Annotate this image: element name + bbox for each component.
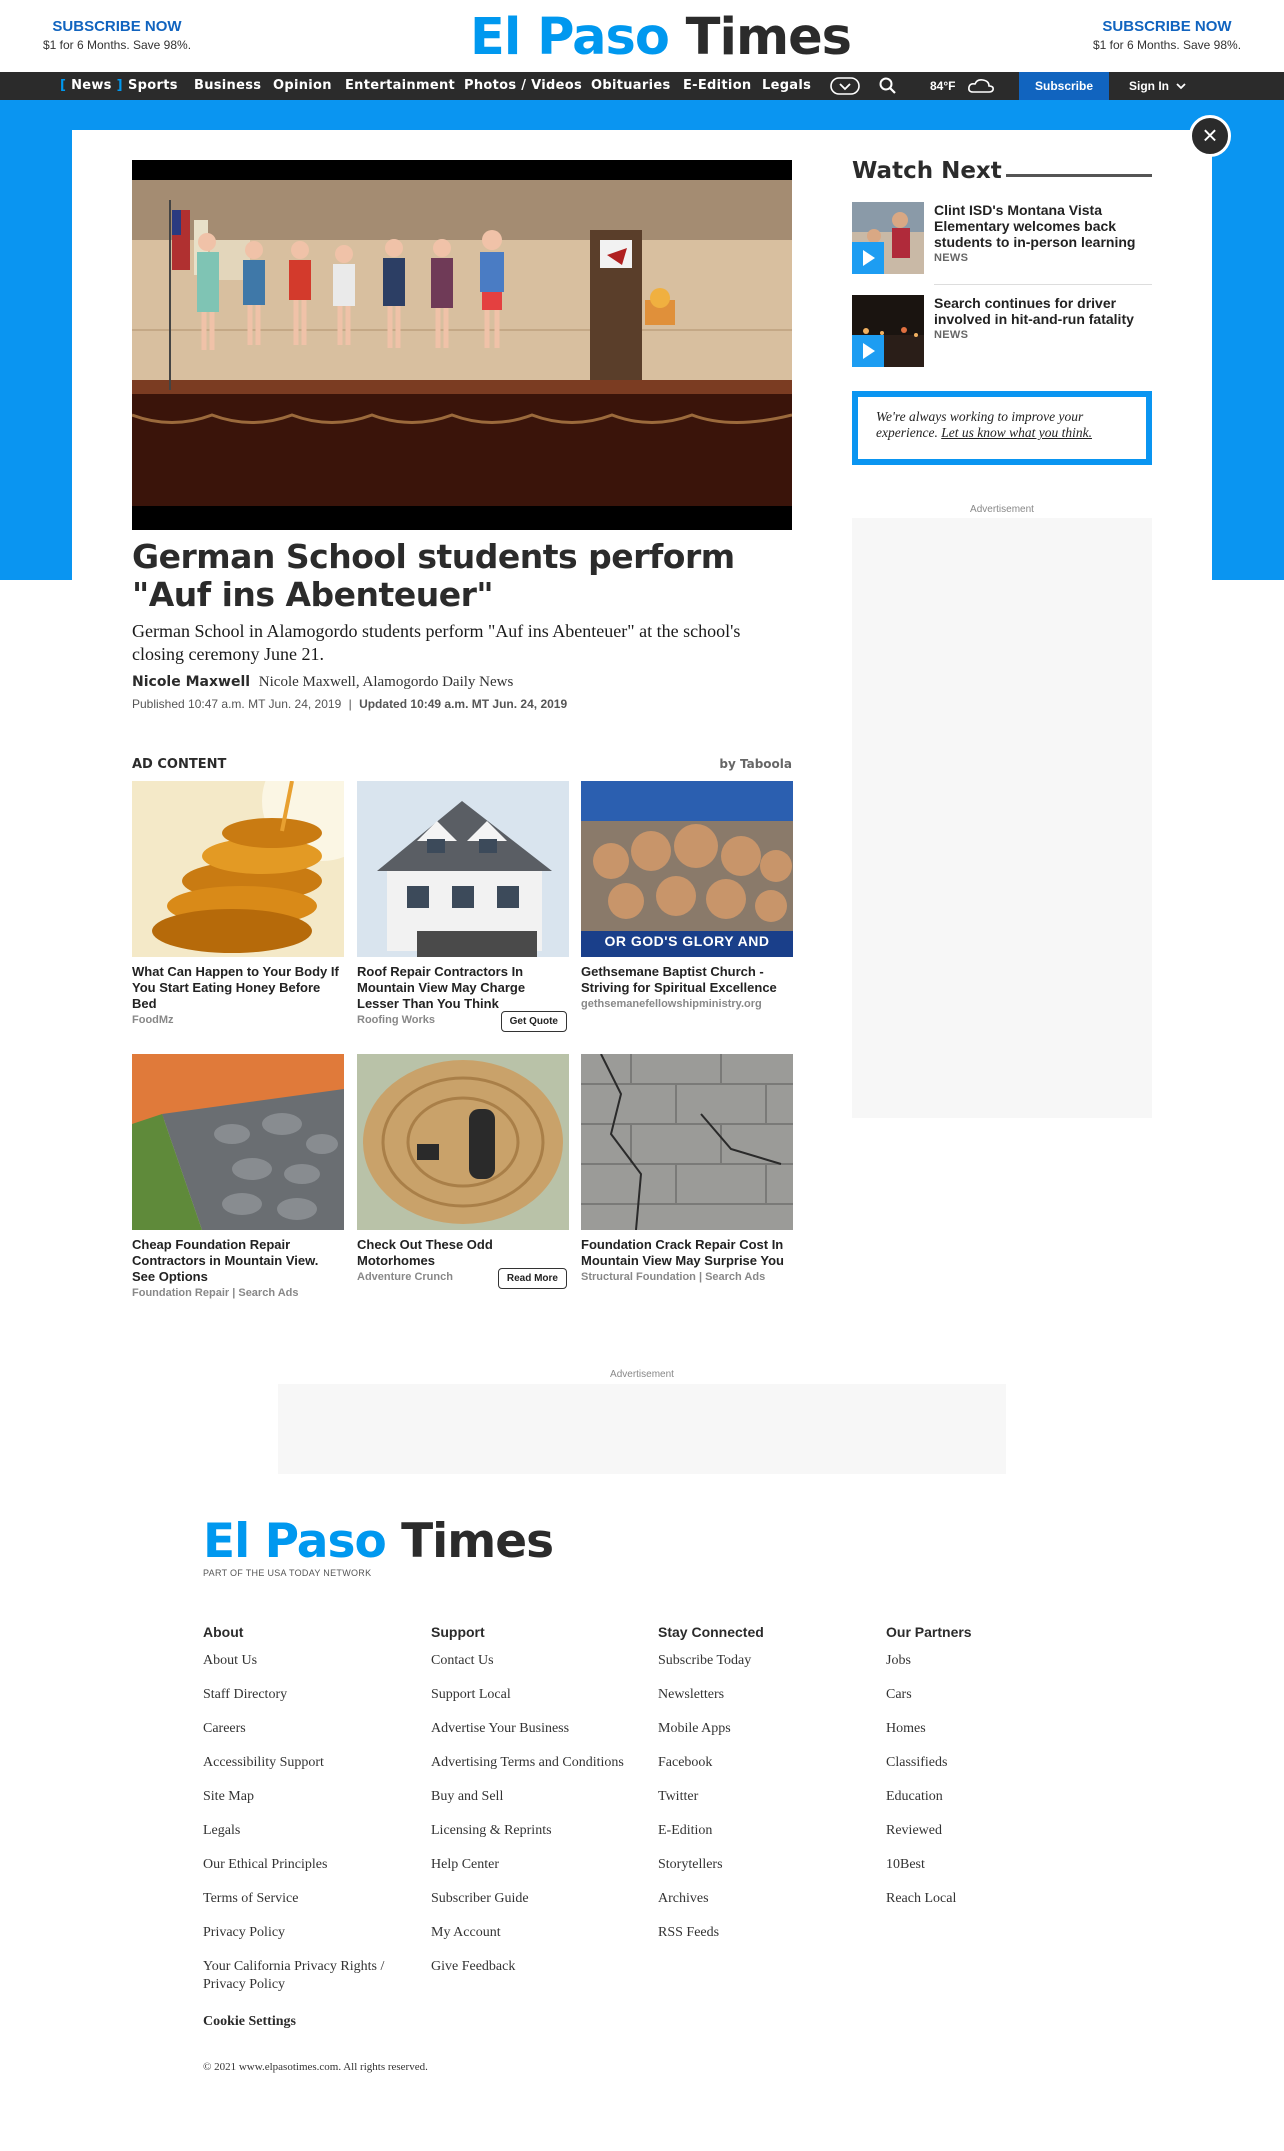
- by-taboola-link[interactable]: by Taboola: [719, 757, 792, 771]
- footer-link[interactable]: Mobile Apps: [658, 1721, 731, 1736]
- article-dates: [132, 697, 567, 711]
- watch-next-item[interactable]: [852, 295, 1152, 367]
- play-icon[interactable]: [852, 242, 884, 274]
- active-bracket: [: [60, 78, 67, 93]
- nav-item-entertainment[interactable]: Entertainment: [345, 78, 456, 93]
- nav-item-obituaries[interactable]: Obituaries: [591, 78, 671, 93]
- cloud-icon[interactable]: [966, 76, 996, 96]
- footer-link[interactable]: 10Best: [886, 1857, 925, 1872]
- watch-next-category: NEWS: [934, 329, 969, 341]
- subscribe-button[interactable]: Subscribe: [1019, 72, 1109, 100]
- footer-column-heading: Support: [431, 1624, 485, 1640]
- log-motorhome-image: [357, 1054, 569, 1230]
- footer-link[interactable]: Homes: [886, 1721, 926, 1736]
- author-credit: Nicole Maxwell, Alamogordo Daily News: [258, 674, 514, 690]
- copyright: © 2021 www.elpasotimes.com. All rights reserved.: [203, 2061, 428, 2073]
- promo-subtitle: $1 for 6 Months. Save 98%.: [1092, 38, 1242, 52]
- sponsored-card[interactable]: [581, 781, 793, 1010]
- footer-column-heading: About: [203, 1624, 244, 1640]
- footer-link[interactable]: Storytellers: [658, 1857, 723, 1872]
- card-title[interactable]: Roof Repair Contractors In Mountain View May Charge Lesser Than You Think: [357, 964, 526, 1011]
- church-image: [581, 781, 793, 957]
- date-separator: |: [348, 697, 352, 711]
- footer-tagline: PART OF THE USA TODAY NETWORK: [203, 1568, 372, 1578]
- video-thumbnail[interactable]: [852, 202, 924, 274]
- close-modal-button[interactable]: ×: [1189, 115, 1231, 157]
- footer-link[interactable]: Privacy Policy: [203, 1925, 286, 1940]
- card-source: Structural Foundation | Search Ads: [581, 1271, 766, 1283]
- sponsored-card[interactable]: [581, 1054, 793, 1283]
- footer-column-support: [431, 1624, 651, 1992]
- nav-item-legals[interactable]: Legals: [762, 78, 812, 93]
- nav-item-photos-videos[interactable]: Photos / Videos: [464, 78, 582, 93]
- ad-content-header: AD CONTENT: [132, 757, 227, 772]
- nav-item-sports[interactable]: Sports: [128, 78, 178, 93]
- footer-link[interactable]: Cars: [886, 1687, 912, 1702]
- sponsored-card[interactable]: [132, 781, 344, 1026]
- footer-link[interactable]: Classifieds: [886, 1755, 948, 1770]
- footer-link[interactable]: Site Map: [203, 1789, 254, 1804]
- footer-link[interactable]: Careers: [203, 1721, 246, 1736]
- article-summary: German School in Alamogordo students perform "Auf ins Abenteuer" at the school's closing ceremony June 21.: [132, 621, 741, 664]
- get-quote-button[interactable]: Get Quote: [501, 1011, 567, 1032]
- watch-next-headline[interactable]: Search continues for driver involved in hit-and-run fatality: [934, 295, 1134, 327]
- advertisement-label: Advertisement: [610, 1369, 674, 1380]
- footer-logo-el-paso: El Paso: [203, 1514, 386, 1569]
- video-frame: [132, 180, 792, 506]
- house-image: [357, 781, 569, 957]
- feedback-link[interactable]: Let us know what you think.: [941, 425, 1092, 440]
- footer-link[interactable]: Staff Directory: [203, 1687, 288, 1702]
- promo-title[interactable]: SUBSCRIBE NOW: [1102, 18, 1232, 35]
- logo-el-paso: El Paso: [470, 8, 669, 67]
- sponsored-card[interactable]: [132, 1054, 344, 1299]
- footer-link[interactable]: Terms of Service: [203, 1891, 299, 1906]
- card-source: FoodMz: [132, 1014, 174, 1026]
- footer-link[interactable]: Subscriber Guide: [431, 1891, 529, 1906]
- footer-link[interactable]: Facebook: [658, 1755, 713, 1770]
- honey-image: [132, 781, 344, 957]
- nav-label: News: [71, 78, 112, 93]
- footer-link[interactable]: Newsletters: [658, 1687, 725, 1702]
- footer-link[interactable]: Licensing & Reprints: [431, 1823, 552, 1838]
- sign-in-button[interactable]: [1129, 72, 1186, 100]
- card-source: gethsemanefellowshipministry.org: [581, 998, 762, 1010]
- card-title[interactable]: What Can Happen to Your Body If You Start Eating Honey Before Bed: [132, 964, 339, 1011]
- sponsored-card[interactable]: [357, 1054, 569, 1283]
- footer-link[interactable]: Your California Privacy Rights / Privacy Policy: [203, 1959, 385, 1992]
- footer-column-stay-connected: [658, 1624, 878, 1958]
- footer-link[interactable]: Support Local: [431, 1687, 511, 1702]
- nav-item-business[interactable]: Business: [194, 78, 262, 93]
- watch-next-headline[interactable]: Clint ISD's Montana Vista Elementary welcomes back students to in-person learning: [934, 202, 1136, 250]
- sponsored-card[interactable]: [357, 781, 569, 1026]
- card-source: Foundation Repair | Search Ads: [132, 1287, 299, 1299]
- sidebar-ad-slot[interactable]: [852, 518, 1152, 1118]
- card-title[interactable]: Gethsemane Baptist Church - Striving for Spiritual Excellence: [581, 964, 777, 995]
- promo-subtitle: $1 for 6 Months. Save 98%.: [42, 38, 192, 52]
- footer-link[interactable]: Contact Us: [431, 1653, 494, 1668]
- banner-ad-slot[interactable]: [278, 1384, 1006, 1474]
- card-source: Adventure Crunch: [357, 1271, 453, 1283]
- footer-link[interactable]: Buy and Sell: [431, 1789, 504, 1804]
- published-date: Published 10:47 a.m. MT Jun. 24, 2019: [132, 697, 342, 711]
- byline: [132, 674, 513, 691]
- chevron-down-icon: [1176, 82, 1186, 90]
- feedback-box: [852, 391, 1152, 465]
- watch-next-item[interactable]: [852, 202, 1152, 274]
- card-source: Roofing Works: [357, 1014, 436, 1026]
- footer-link[interactable]: Subscribe Today: [658, 1653, 752, 1668]
- footer-link[interactable]: Twitter: [658, 1789, 699, 1804]
- updated-date: Updated 10:49 a.m. MT Jun. 24, 2019: [359, 697, 568, 711]
- article-headline: German School students perform "Auf ins Abenteuer": [132, 537, 735, 614]
- site-header: [0, 0, 1284, 72]
- weather-temperature[interactable]: 84°F: [930, 79, 956, 93]
- logo-times: Times: [685, 8, 852, 67]
- footer-column-about: [203, 1624, 423, 2010]
- footer-link[interactable]: Legals: [203, 1823, 241, 1838]
- site-logo[interactable]: [470, 8, 851, 68]
- video-thumbnail-image: [132, 180, 792, 506]
- play-icon[interactable]: [852, 335, 884, 367]
- card-title[interactable]: Check Out These Odd Motorhomes: [357, 1237, 493, 1268]
- footer-logo[interactable]: [203, 1514, 553, 1570]
- nav-item-opinion[interactable]: Opinion: [273, 78, 332, 93]
- cookie-settings-link[interactable]: Cookie Settings: [203, 2014, 296, 2029]
- footer-logo-times: Times: [401, 1514, 554, 1569]
- footer-link[interactable]: Accessibility Support: [203, 1755, 324, 1770]
- watch-next-divider: [934, 284, 1152, 285]
- card-title[interactable]: Foundation Crack Repair Cost In Mountain View May Surprise You: [581, 1237, 784, 1268]
- advertisement-label: Advertisement: [970, 504, 1034, 515]
- footer-link[interactable]: Education: [886, 1789, 943, 1804]
- video-player[interactable]: [132, 160, 792, 530]
- footer-link[interactable]: Advertise Your Business: [431, 1721, 570, 1736]
- footer-link[interactable]: Help Center: [431, 1857, 500, 1872]
- video-thumbnail[interactable]: [852, 295, 924, 367]
- watch-next-title: Watch Next: [852, 158, 1002, 184]
- subscribe-promo-left[interactable]: [17, 18, 217, 52]
- nav-item-news[interactable]: [60, 72, 123, 100]
- footer-link[interactable]: About Us: [203, 1653, 258, 1668]
- subscribe-promo-right[interactable]: [1067, 18, 1267, 52]
- footer-link[interactable]: RSS Feeds: [658, 1925, 720, 1940]
- nav-item-e-edition[interactable]: E-Edition: [683, 78, 752, 93]
- footer-link[interactable]: Give Feedback: [431, 1959, 516, 1974]
- sign-in-label: Sign In: [1129, 79, 1169, 93]
- footer-link[interactable]: Reach Local: [886, 1891, 957, 1906]
- author-name[interactable]: Nicole Maxwell: [132, 674, 251, 690]
- footer-link[interactable]: Jobs: [886, 1653, 911, 1668]
- footer-link[interactable]: E-Edition: [658, 1823, 713, 1838]
- active-bracket: ]: [116, 78, 123, 93]
- search-icon[interactable]: [878, 76, 898, 96]
- footer-link[interactable]: Advertising Terms and Conditions: [431, 1755, 624, 1770]
- foundation-wall-image: [132, 1054, 344, 1230]
- footer-column-heading: Our Partners: [886, 1624, 972, 1640]
- footer-column-our-partners: [886, 1624, 1106, 1924]
- footer-link[interactable]: My Account: [431, 1925, 501, 1940]
- watch-next-category: NEWS: [934, 252, 969, 264]
- church-banner-text: OR GOD'S GLORY AND: [604, 933, 770, 949]
- more-dropdown-icon[interactable]: [830, 76, 860, 96]
- footer-column-heading: Stay Connected: [658, 1624, 764, 1640]
- watch-next-rule: [1006, 174, 1152, 177]
- read-more-button[interactable]: Read More: [498, 1268, 567, 1289]
- card-title[interactable]: Cheap Foundation Repair Contractors in Mountain View. See Options: [132, 1237, 319, 1284]
- promo-title[interactable]: SUBSCRIBE NOW: [52, 18, 182, 35]
- cracked-wall-image: [581, 1054, 793, 1230]
- footer-link[interactable]: Archives: [658, 1891, 709, 1906]
- main-nav: [0, 72, 1284, 100]
- footer-link[interactable]: Our Ethical Principles: [203, 1857, 328, 1872]
- footer-link[interactable]: Reviewed: [886, 1823, 942, 1838]
- feedback-text: We're always working to improve your experience.: [876, 409, 1084, 440]
